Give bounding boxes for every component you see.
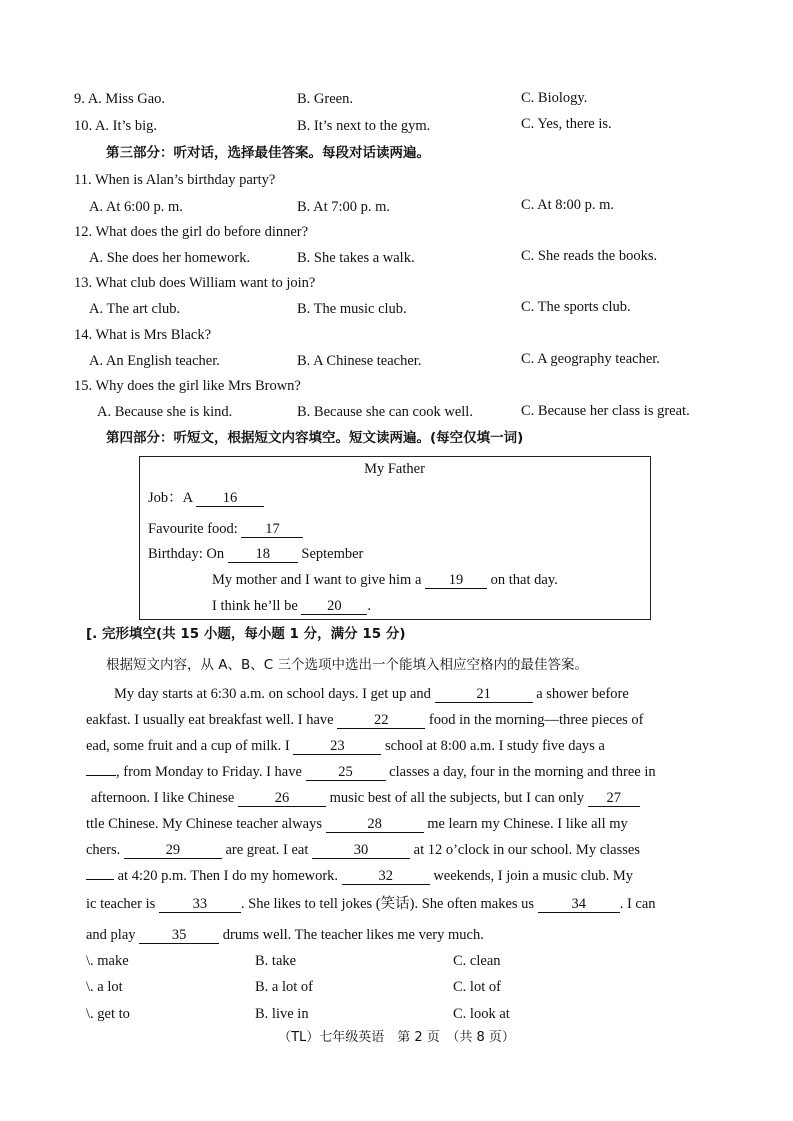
q9-option-b: B. Green. bbox=[297, 91, 353, 107]
cloze-text: afternoon. I like Chinese bbox=[91, 790, 235, 806]
notes-title: My Father bbox=[364, 461, 425, 477]
q10-option-b: B. It’s next to the gym. bbox=[297, 118, 431, 134]
cloze-text: school at 8:00 a.m. I study five days a bbox=[385, 738, 605, 754]
blank-25[interactable]: 25 bbox=[306, 764, 386, 781]
option-23-c: C. look at bbox=[453, 1006, 510, 1022]
cloze-text: drums well. The teacher likes me very much. bbox=[222, 927, 484, 943]
cloze-text: ic teacher is bbox=[86, 896, 156, 912]
q14-stem: 14. What is Mrs Black? bbox=[74, 327, 212, 343]
q11-option-b: B. At 7:00 p. m. bbox=[297, 199, 391, 215]
cloze-line-3 bbox=[86, 737, 605, 755]
cloze-text: ead, some fruit and a cup of milk. I bbox=[86, 738, 290, 754]
cloze-text: eakfast. I usually eat breakfast well. I have bbox=[86, 712, 334, 728]
q15-stem: 15. Why does the girl like Mrs Brown? bbox=[74, 378, 301, 394]
cloze-instruction: 根据短文内容，从 A、B、C 三个选项中选出一个能填入相应空格内的最佳答案。 bbox=[106, 657, 589, 673]
q13-option-c: C. The sports club. bbox=[521, 299, 631, 315]
cloze-text: My day starts at 6:30 a.m. on school days. I get up and bbox=[114, 686, 431, 702]
part3-title: 第三部分：听对话，选择最佳答案。每段对话读两遍。 bbox=[106, 145, 430, 161]
option-21-c: C. clean bbox=[453, 953, 501, 969]
q11-stem: 11. When is Alan’s birthday party? bbox=[74, 172, 276, 188]
blank-32[interactable]: 32 bbox=[342, 868, 430, 885]
blank-27[interactable]: 27 bbox=[588, 790, 640, 807]
cloze-text: me learn my Chinese. I like all my bbox=[427, 816, 628, 832]
birthday-month: September bbox=[301, 546, 364, 562]
blank-21[interactable]: 21 bbox=[435, 686, 533, 703]
option-21-a: \. make bbox=[86, 953, 129, 969]
q9-num: 9. bbox=[74, 91, 85, 107]
cloze-line-2 bbox=[86, 711, 643, 729]
cloze-text: classes a day, four in the morning and three in bbox=[389, 764, 656, 780]
q11-option-a: A. At 6:00 p. m. bbox=[89, 199, 183, 215]
q13-stem: 13. What club does William want to join? bbox=[74, 275, 316, 291]
q12-option-a: A. She does her homework. bbox=[89, 250, 251, 266]
notes-food-line bbox=[148, 520, 303, 538]
q14-option-b: B. A Chinese teacher. bbox=[297, 353, 422, 369]
blank-18[interactable]: 18 bbox=[228, 546, 298, 563]
q9-option-c: C. Biology. bbox=[521, 90, 588, 106]
notes-box bbox=[139, 456, 651, 620]
cloze-text: at 4:20 p.m. Then I do my homework. bbox=[117, 868, 339, 884]
blank-24[interactable] bbox=[86, 775, 116, 776]
q15-option-b: B. Because she can cook well. bbox=[297, 404, 473, 420]
food-label: Favourite food: bbox=[148, 521, 238, 537]
cloze-line-8 bbox=[86, 867, 633, 885]
option-22-b: B. a lot of bbox=[255, 979, 313, 995]
q12-option-b: B. She takes a walk. bbox=[297, 250, 415, 266]
notes-think-line bbox=[212, 597, 371, 615]
q9-option-a: A. Miss Gao. bbox=[87, 91, 166, 107]
blank-26[interactable]: 26 bbox=[238, 790, 326, 807]
cloze-text: are great. I eat bbox=[225, 842, 309, 858]
blank-28[interactable]: 28 bbox=[326, 816, 424, 833]
cloze-text: music best of all the subjects, but I can only bbox=[329, 790, 585, 806]
q11-option-c: C. At 8:00 p. m. bbox=[521, 197, 615, 213]
option-23-a: \. get to bbox=[86, 1006, 130, 1022]
q10-option-c: C. Yes, there is. bbox=[521, 116, 612, 132]
blank-19[interactable]: 19 bbox=[425, 572, 487, 589]
think-pre: I think he’ll be bbox=[212, 598, 298, 614]
notes-job-line bbox=[148, 489, 264, 507]
blank-34[interactable]: 34 bbox=[538, 896, 620, 913]
cloze-text: . She likes to tell jokes (笑话). She often makes us bbox=[240, 896, 535, 912]
q12-stem: 12. What does the girl do before dinner? bbox=[74, 224, 309, 240]
cloze-text: and play bbox=[86, 927, 136, 943]
think-post: . bbox=[367, 598, 372, 614]
job-label: Job：A bbox=[148, 490, 193, 506]
gift-pre: My mother and I want to give him a bbox=[212, 572, 422, 588]
part4-title: 第四部分：听短文，根据短文内容填空。短文读两遍。(每空仅填一词) bbox=[106, 430, 524, 446]
cloze-text: food in the morning—three pieces of bbox=[428, 712, 644, 728]
cloze-text: . I can bbox=[619, 896, 656, 912]
q13-option-a: A. The art club. bbox=[89, 301, 181, 317]
blank-30[interactable]: 30 bbox=[312, 842, 410, 859]
blank-35[interactable]: 35 bbox=[139, 927, 219, 944]
cloze-text: ttle Chinese. My Chinese teacher always bbox=[86, 816, 322, 832]
option-23-b: B. live in bbox=[255, 1006, 309, 1022]
blank-16[interactable]: 16 bbox=[196, 490, 264, 507]
blank-17[interactable]: 17 bbox=[241, 521, 303, 538]
cloze-line-6 bbox=[86, 815, 628, 833]
cloze-text: , from Monday to Friday. I have bbox=[116, 764, 302, 780]
cloze-line-5 bbox=[91, 789, 640, 807]
notes-gift-line bbox=[212, 571, 558, 589]
q10-num-option-a bbox=[74, 117, 157, 135]
q9-num-option-a bbox=[74, 90, 165, 108]
cloze-text: chers. bbox=[86, 842, 121, 858]
q15-option-c: C. Because her class is great. bbox=[521, 403, 690, 419]
cloze-line-1 bbox=[114, 685, 629, 703]
cloze-line-7 bbox=[86, 841, 640, 859]
gift-post: on that day. bbox=[490, 572, 558, 588]
option-22-c: C. lot of bbox=[453, 979, 501, 995]
page-footer: （TL）七年级英语 第 2 页 （共 8 页） bbox=[278, 1030, 515, 1045]
q10-option-a: A. It’s big. bbox=[94, 118, 157, 134]
cloze-text: a shower before bbox=[536, 686, 629, 702]
cloze-line-9 bbox=[86, 895, 656, 913]
blank-23[interactable]: 23 bbox=[293, 738, 381, 755]
birthday-label: Birthday: On bbox=[148, 546, 225, 562]
blank-31[interactable] bbox=[86, 879, 114, 880]
cloze-text: at 12 o’clock in our school. My classes bbox=[413, 842, 640, 858]
blank-33[interactable]: 33 bbox=[159, 896, 241, 913]
q12-option-c: C. She reads the books. bbox=[521, 248, 658, 264]
option-21-b: B. take bbox=[255, 953, 297, 969]
cloze-line-4 bbox=[86, 763, 656, 781]
q15-option-a: A. Because she is kind. bbox=[97, 404, 233, 420]
blank-22[interactable]: 22 bbox=[337, 712, 425, 729]
blank-29[interactable]: 29 bbox=[124, 842, 222, 859]
option-22-a: \. a lot bbox=[86, 979, 123, 995]
cloze-text: weekends, I join a music club. My bbox=[433, 868, 634, 884]
cloze-line-10 bbox=[86, 926, 484, 944]
blank-20[interactable]: 20 bbox=[301, 598, 367, 615]
q10-num: 10. bbox=[74, 118, 93, 134]
q13-option-b: B. The music club. bbox=[297, 301, 407, 317]
notes-birthday-line bbox=[148, 545, 363, 563]
q14-option-c: C. A geography teacher. bbox=[521, 351, 660, 367]
cloze-section-title: [. 完形填空(共 15 小题，每小题 1 分，满分 15 分) bbox=[86, 626, 406, 642]
q14-option-a: A. An English teacher. bbox=[89, 353, 220, 369]
